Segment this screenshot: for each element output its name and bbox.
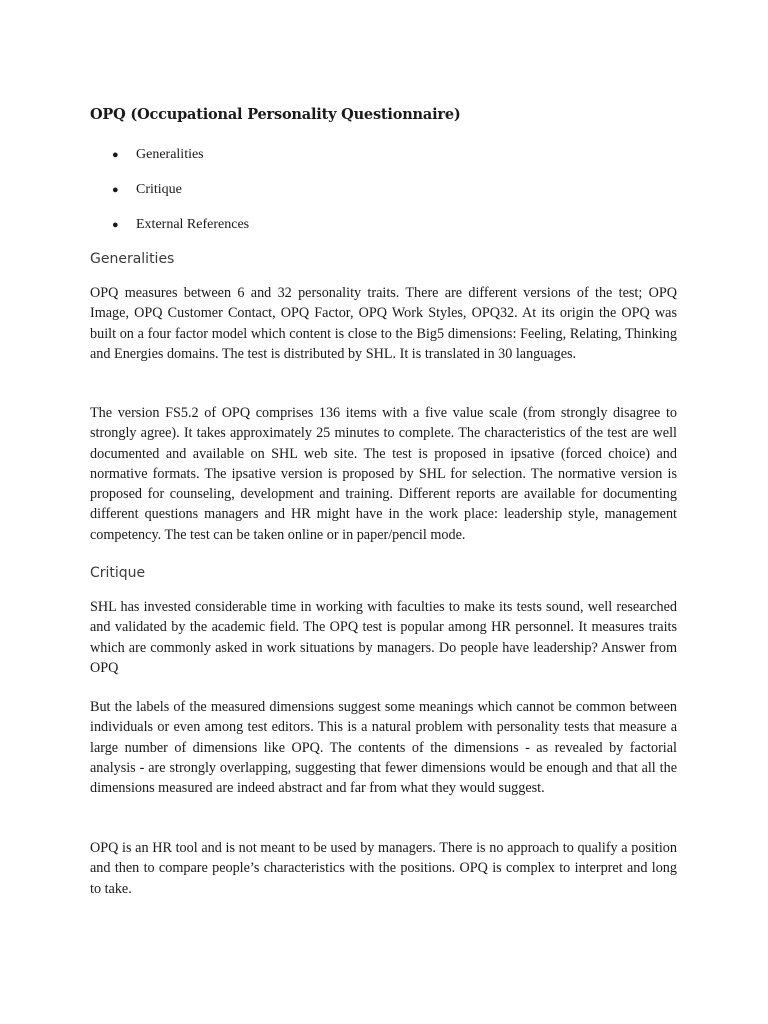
toc-item-label: Generalities <box>136 147 204 162</box>
bullet-icon: ● <box>112 184 119 196</box>
bullet-icon: ● <box>112 219 119 231</box>
bullet-icon: ● <box>112 149 119 161</box>
section-heading-critique: Critique <box>90 565 146 581</box>
paragraph: OPQ is an HR tool and is not meant to be used by managers. There is no approach to qualify a position and then to compare people’s characteristics with the positions. OPQ is complex to interpret and long to take. <box>90 840 677 897</box>
toc-item-label: Critique <box>136 182 182 197</box>
paragraph: SHL has invested considerable time in working with faculties to make its tests sound, well researched and validated by the academic field. The OPQ test is popular among HR personnel. It measures traits which are commonly asked in work situations by managers. Do people have leadership? Answer from OPQ <box>90 599 677 676</box>
paragraph: The version FS5.2 of OPQ comprises 136 items with a five value scale (from strongly disagree to strongly agree). It takes approximately 25 minutes to complete. The characteristics of the test are well documented and available on SHL web site. The test is proposed in ipsative (forced choice) and normative formats. The ipsative version is proposed by SHL for selection. The normative version is proposed for counseling, development and training. Different reports are available for documenting different questions managers and HR might have in the work place: leadership style, management competency. The test can be taken online or in paper/pencil mode. <box>90 405 677 543</box>
paragraph: OPQ measures between 6 and 32 personality traits. There are different versions of the test; OPQ Image, OPQ Customer Contact, OPQ Factor, OPQ Work Styles, OPQ32. At its origin the OPQ was built on a four factor model which content is close to the Big5 dimensions: Feeling, Relating, Thinking and Energies domains. The test is distributed by SHL. It is translated in 30 languages. <box>90 285 677 362</box>
section-heading-generalities: Generalities <box>90 251 175 267</box>
paragraph: But the labels of the measured dimensions suggest some meanings which cannot be common between individuals or even among test editors. This is a natural problem with personality tests that measure a large number of dimensions like OPQ. The contents of the dimensions - as revealed by factorial analysis - are strongly overlapping, suggesting that fewer dimensions would be enough and that all the dimensions measured are indeed abstract and far from what they would suggest. <box>90 699 677 797</box>
toc-item-label: External References <box>136 217 250 232</box>
document-title: OPQ (Occupational Personality Questionnaire) <box>90 106 461 123</box>
